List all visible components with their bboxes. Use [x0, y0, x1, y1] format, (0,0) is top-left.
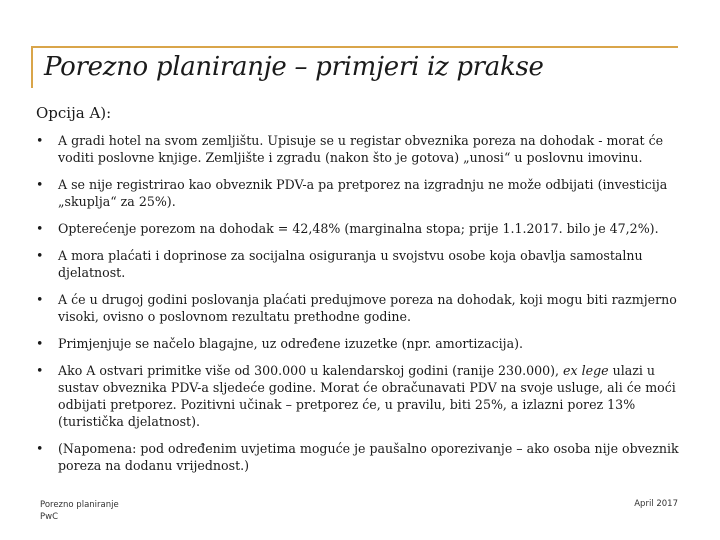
bullet-glyph: • — [36, 221, 44, 236]
bullet-glyph: • — [36, 441, 44, 456]
bullet-glyph: • — [36, 336, 44, 351]
bullet-item — [36, 291, 686, 325]
title-top-rule — [31, 46, 678, 48]
title-left-rule — [31, 46, 33, 88]
bullet-item — [36, 335, 686, 352]
bullet-text — [58, 363, 676, 429]
bullet-list — [36, 132, 686, 484]
footer-deck-title: Porezno planiranje — [40, 500, 119, 510]
bullet-item — [36, 176, 686, 210]
bullet-item — [36, 132, 686, 166]
footer-date: April 2017 — [634, 499, 678, 509]
bullet-text: A gradi hotel na svom zemljištu. Upisuje se u registar obveznika poreza na dohodak - morat će voditi poslovne knjige. Zemljište i zgradu (nakon što je gotova) „unosi“ u poslovnu imovinu. — [58, 133, 664, 165]
bullet-text: (Napomena: pod određenim uvjetima moguće je paušalno oporezivanje – ako osoba nije obveznik poreza na dodanu vrijednost.) — [58, 441, 679, 473]
footer-left — [40, 499, 119, 523]
slide-title: Porezno planiranje – primjeri iz prakse — [44, 52, 544, 82]
slide-subtitle: Opcija A): — [36, 104, 112, 122]
bullet-item — [36, 440, 686, 474]
bullet-item — [36, 362, 686, 430]
bullet-text: A mora plaćati i doprinose za socijalna osiguranja u svojstvu osobe koja obavlja samostalnu djelatnost. — [58, 248, 643, 280]
bullet-item — [36, 247, 686, 281]
bullet-text-part: ulazi u sustav obveznika PDV-a sljedeće godine. Morat će obračunavati PDV na svoje usluge, ali će moći odbijati pretporez. Pozitivni učinak – pretporez će, u pravilu, biti 25%, a izlazni porez 13% (turistička djelatnost). — [58, 363, 676, 429]
bullet-glyph: • — [36, 177, 44, 192]
footer-company: PwC — [40, 512, 59, 522]
bullet-text-part: Ako A ostvari primitke više od 300.000 u kalendarskoj godini (ranije 230.000), — [58, 363, 564, 378]
bullet-text: Primjenjuje se načelo blagajne, uz određene izuzetke (npr. amortizacija). — [58, 336, 523, 351]
bullet-text: A se nije registrirao kao obveznik PDV-a pa pretporez na izgradnju ne može odbijati (investicija „skuplja“ za 25%). — [58, 177, 668, 209]
bullet-glyph: • — [36, 363, 44, 378]
bullet-text-italic: ex lege — [563, 363, 609, 378]
bullet-text: Opterećenje porezom na dohodak = 42,48% (marginalna stopa; prije 1.1.2017. bilo je 47,2%). — [58, 221, 659, 236]
bullet-glyph: • — [36, 248, 44, 263]
bullet-glyph: • — [36, 292, 44, 307]
bullet-glyph: • — [36, 133, 44, 148]
bullet-item — [36, 220, 686, 237]
bullet-text: A će u drugoj godini poslovanja plaćati predujmove poreza na dohodak, koji mogu biti razmjerno visoki, ovisno o poslovnom rezultatu prethodne godine. — [58, 292, 677, 324]
